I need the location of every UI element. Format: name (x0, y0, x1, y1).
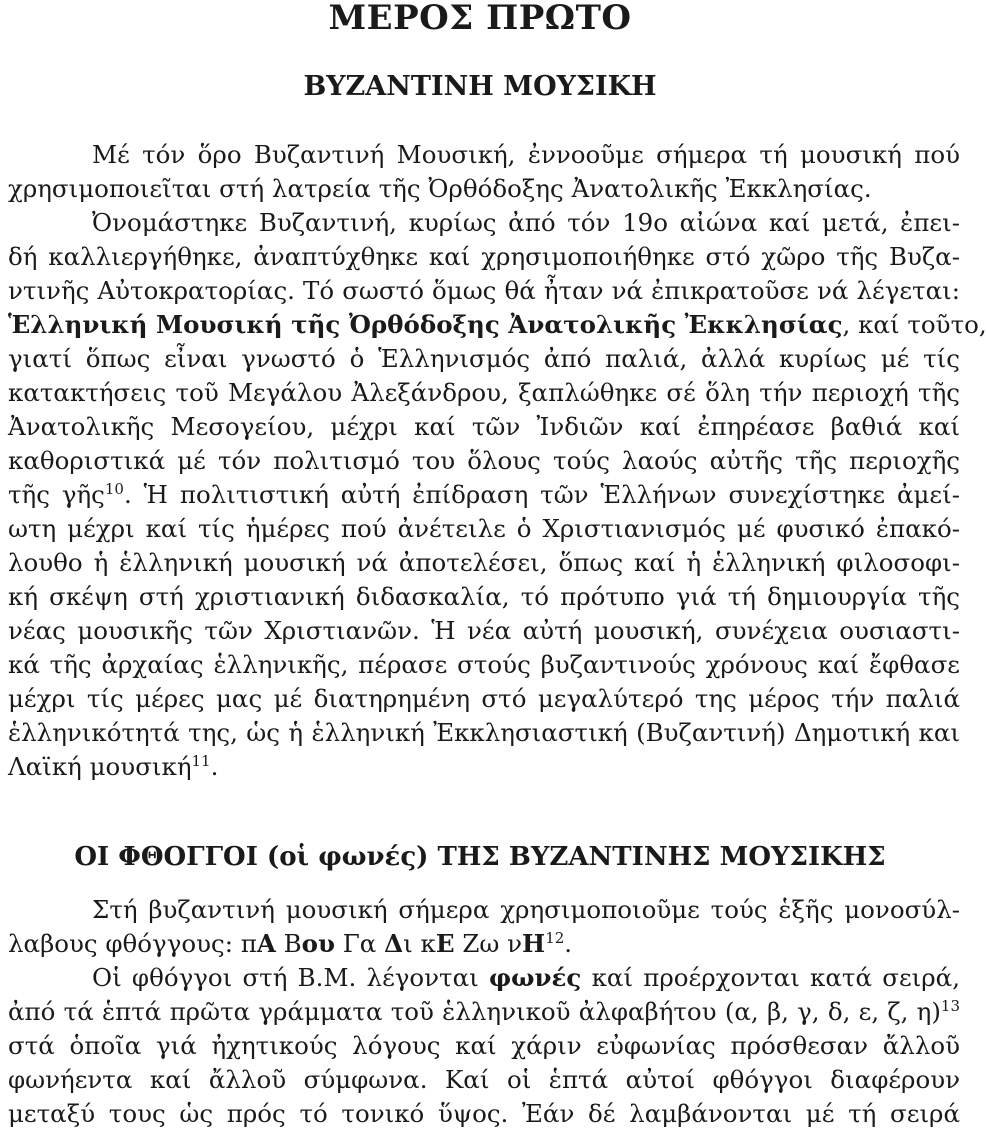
note-letter: Δ (384, 929, 404, 958)
text-run: , καί τοῦτο, (842, 310, 987, 339)
text-run: . Ἡ πολιτιστική αὐτή ἐπίδραση τῶν Ἑλλήνων συνεχίστηκε ἀμεί- (123, 480, 960, 509)
text-run: Β (275, 929, 302, 958)
text-line: ντινῆς Αὐτοκρατορίας. Τό σωστό ὅμως θά ἦταν νά ἐπικρατοῦσε νά λέγεται: (8, 276, 960, 305)
text-line: φωνήεντα καί ἄλλοῦ σύμφωνα. Καί οἱ ἑπτά αὐτοί φθόγγοι διαφέρουν (8, 1065, 960, 1094)
bold-phrase: Ἑλληνική Μουσική τῆς Ὀρθόδοξης Ἀνατολικῆς Ἐκκλησίας (8, 310, 843, 339)
paragraph-phones (8, 961, 960, 1131)
text-line (8, 750, 960, 784)
text-line (8, 961, 960, 995)
text-line: κατακτήσεις τοῦ Μεγάλου Ἀλεξάνδρου, ξαπλώθηκε σέ ὅλη τήν περιοχή τῆς (8, 378, 960, 407)
text-run: Λαϊκή μουσική (8, 752, 192, 781)
text-line: νέας μουσικῆς τῶν Χριστιανῶν. Ἡ νέα αὐτή μουσική, συνέχεια ουσιαστι- (8, 616, 960, 645)
text-line: Ὀνομάστηκε Βυζαντινή, κυρίως ἀπό τόν 19ο αἰώνα καί μετά, ἐπει- (92, 208, 960, 237)
text-line: Ἀνατολικῆς Μεσογείου, μέχρι καί τῶν Ἰνδιῶν καί ἐπηρέασε βαθιά καί (8, 412, 960, 441)
text-line: μέχρι τίς μέρες μας μέ διατηρημένη στό μεγαλύτερό της μέρος τήν παλιά (8, 684, 960, 713)
text-line: Μέ τόν ὅρο Βυζαντινή Μουσική, ἐννοοῦμε σήμερα τή μουσική πού (92, 140, 960, 169)
text-run: Ζω ν (454, 929, 523, 958)
text-line (8, 478, 960, 512)
section-title: ΒΥΖΑΝΤΙΝΗ ΜΟΥΣΙΚΗ (303, 71, 657, 102)
text-line: χρησιμοποιεῖται στή λατρεία τῆς Ὀρθόδοξης Ἀνατολικῆς Ἐκκλησίας. (8, 174, 872, 203)
footnote-ref: 12 (545, 929, 565, 947)
text-run: . (564, 929, 573, 958)
text-run: ι κ (403, 929, 436, 958)
text-line: γιατί ὅπως εἶναι γνωστό ὁ Ἑλληνισμός ἀπό παλιά, ἀλλά κυρίως μέ τίς (8, 344, 960, 373)
part-title: ΜΕΡΟΣ ΠΡΩΤΟ (328, 0, 632, 38)
paragraph-notes (8, 893, 960, 961)
text-line: δή καλλιεργήθηκε, ἀναπτύχθηκε καί χρησιμοποιήθηκε στό χῶρο τῆς Βυζα- (8, 242, 960, 271)
note-letter: ου (301, 929, 335, 958)
text-line: ἑλληνικότητά της, ὡς ἡ ἑλληνική Ἐκκλησιαστική (Βυζαντινή) Δημοτική και (8, 718, 960, 747)
text-run: λαβους φθόγγους: π (8, 929, 257, 958)
note-letter: Η (522, 929, 546, 958)
text-line (8, 927, 960, 961)
note-letter: Ε (435, 929, 455, 958)
text-line (8, 308, 987, 342)
footnote-ref: 11 (191, 752, 211, 770)
text-line: κή σκέψη στή χριστιανική διδασκαλία, τό πρότυπο γιά τή δημιουργία τῆς (8, 582, 960, 611)
text-run: Οἱ φθόγγοι στή Β.Μ. λέγονται (92, 963, 490, 992)
text-line: καθοριστικά μέ τόν πολιτισμό του ὅλους τούς λαούς αὐτῆς τῆς περιοχῆς (8, 446, 960, 475)
text-run: Γα (335, 929, 385, 958)
subsection-title: ΟΙ ΦΘΟΓΓΟΙ (οἱ φωνές) ΤΗΣ ΒΥΖΑΝΤΙΝΗΣ ΜΟΥΣΙΚΗΣ (74, 842, 886, 872)
text-line: στά ὁποῖα γιά ἠχητικούς λόγους καί χάριν εὐφωνίας πρόσθεσαν ἄλλοῦ (8, 1031, 960, 1060)
text-line: μεταξύ τους ὡς πρός τό τονικό ὕψος. Ἐάν δέ λαμβάνονται μέ τή σειρά (8, 1099, 960, 1128)
text-run: . (210, 752, 219, 781)
note-letter: Α (256, 929, 276, 958)
footnote-ref: 10 (104, 480, 124, 498)
bold-word: φωνές (489, 963, 582, 992)
text-run: καί προέρχονται κατά σειρά, (581, 963, 960, 992)
text-line: κά τῆς ἀρχαίας ἑλληνικῆς, πέρασε στούς βυζαντινούς χρόνους καί ἔφθασε (8, 650, 960, 679)
text-line (8, 995, 960, 1029)
text-run: ἀπό τά ἑπτά πρῶτα γράμματα τοῦ ἑλληνικοῦ ἀλφαβήτου (α, β, γ, δ, ε, ζ, η) (8, 997, 941, 1026)
text-line: Στή βυζαντινή μουσική σήμερα χρησιμοποιοῦμε τούς ἑξῆς μονοσύλ- (92, 895, 960, 924)
paragraph-byzantine-music (8, 138, 987, 784)
text-line: ωτη μέχρι καί τίς ἡμέρες πού ἀνέτειλε ὁ Χριστιανισμός μέ φυσικό ἐπακό- (8, 514, 960, 543)
footnote-ref: 13 (940, 997, 960, 1015)
text-run: τῆς γῆς (8, 480, 105, 509)
text-line: λουθο ἡ ἑλληνική μουσική νά ἀποτελέσει, ὅπως καί ἡ ἑλληνική φιλοσοφι- (8, 548, 960, 577)
